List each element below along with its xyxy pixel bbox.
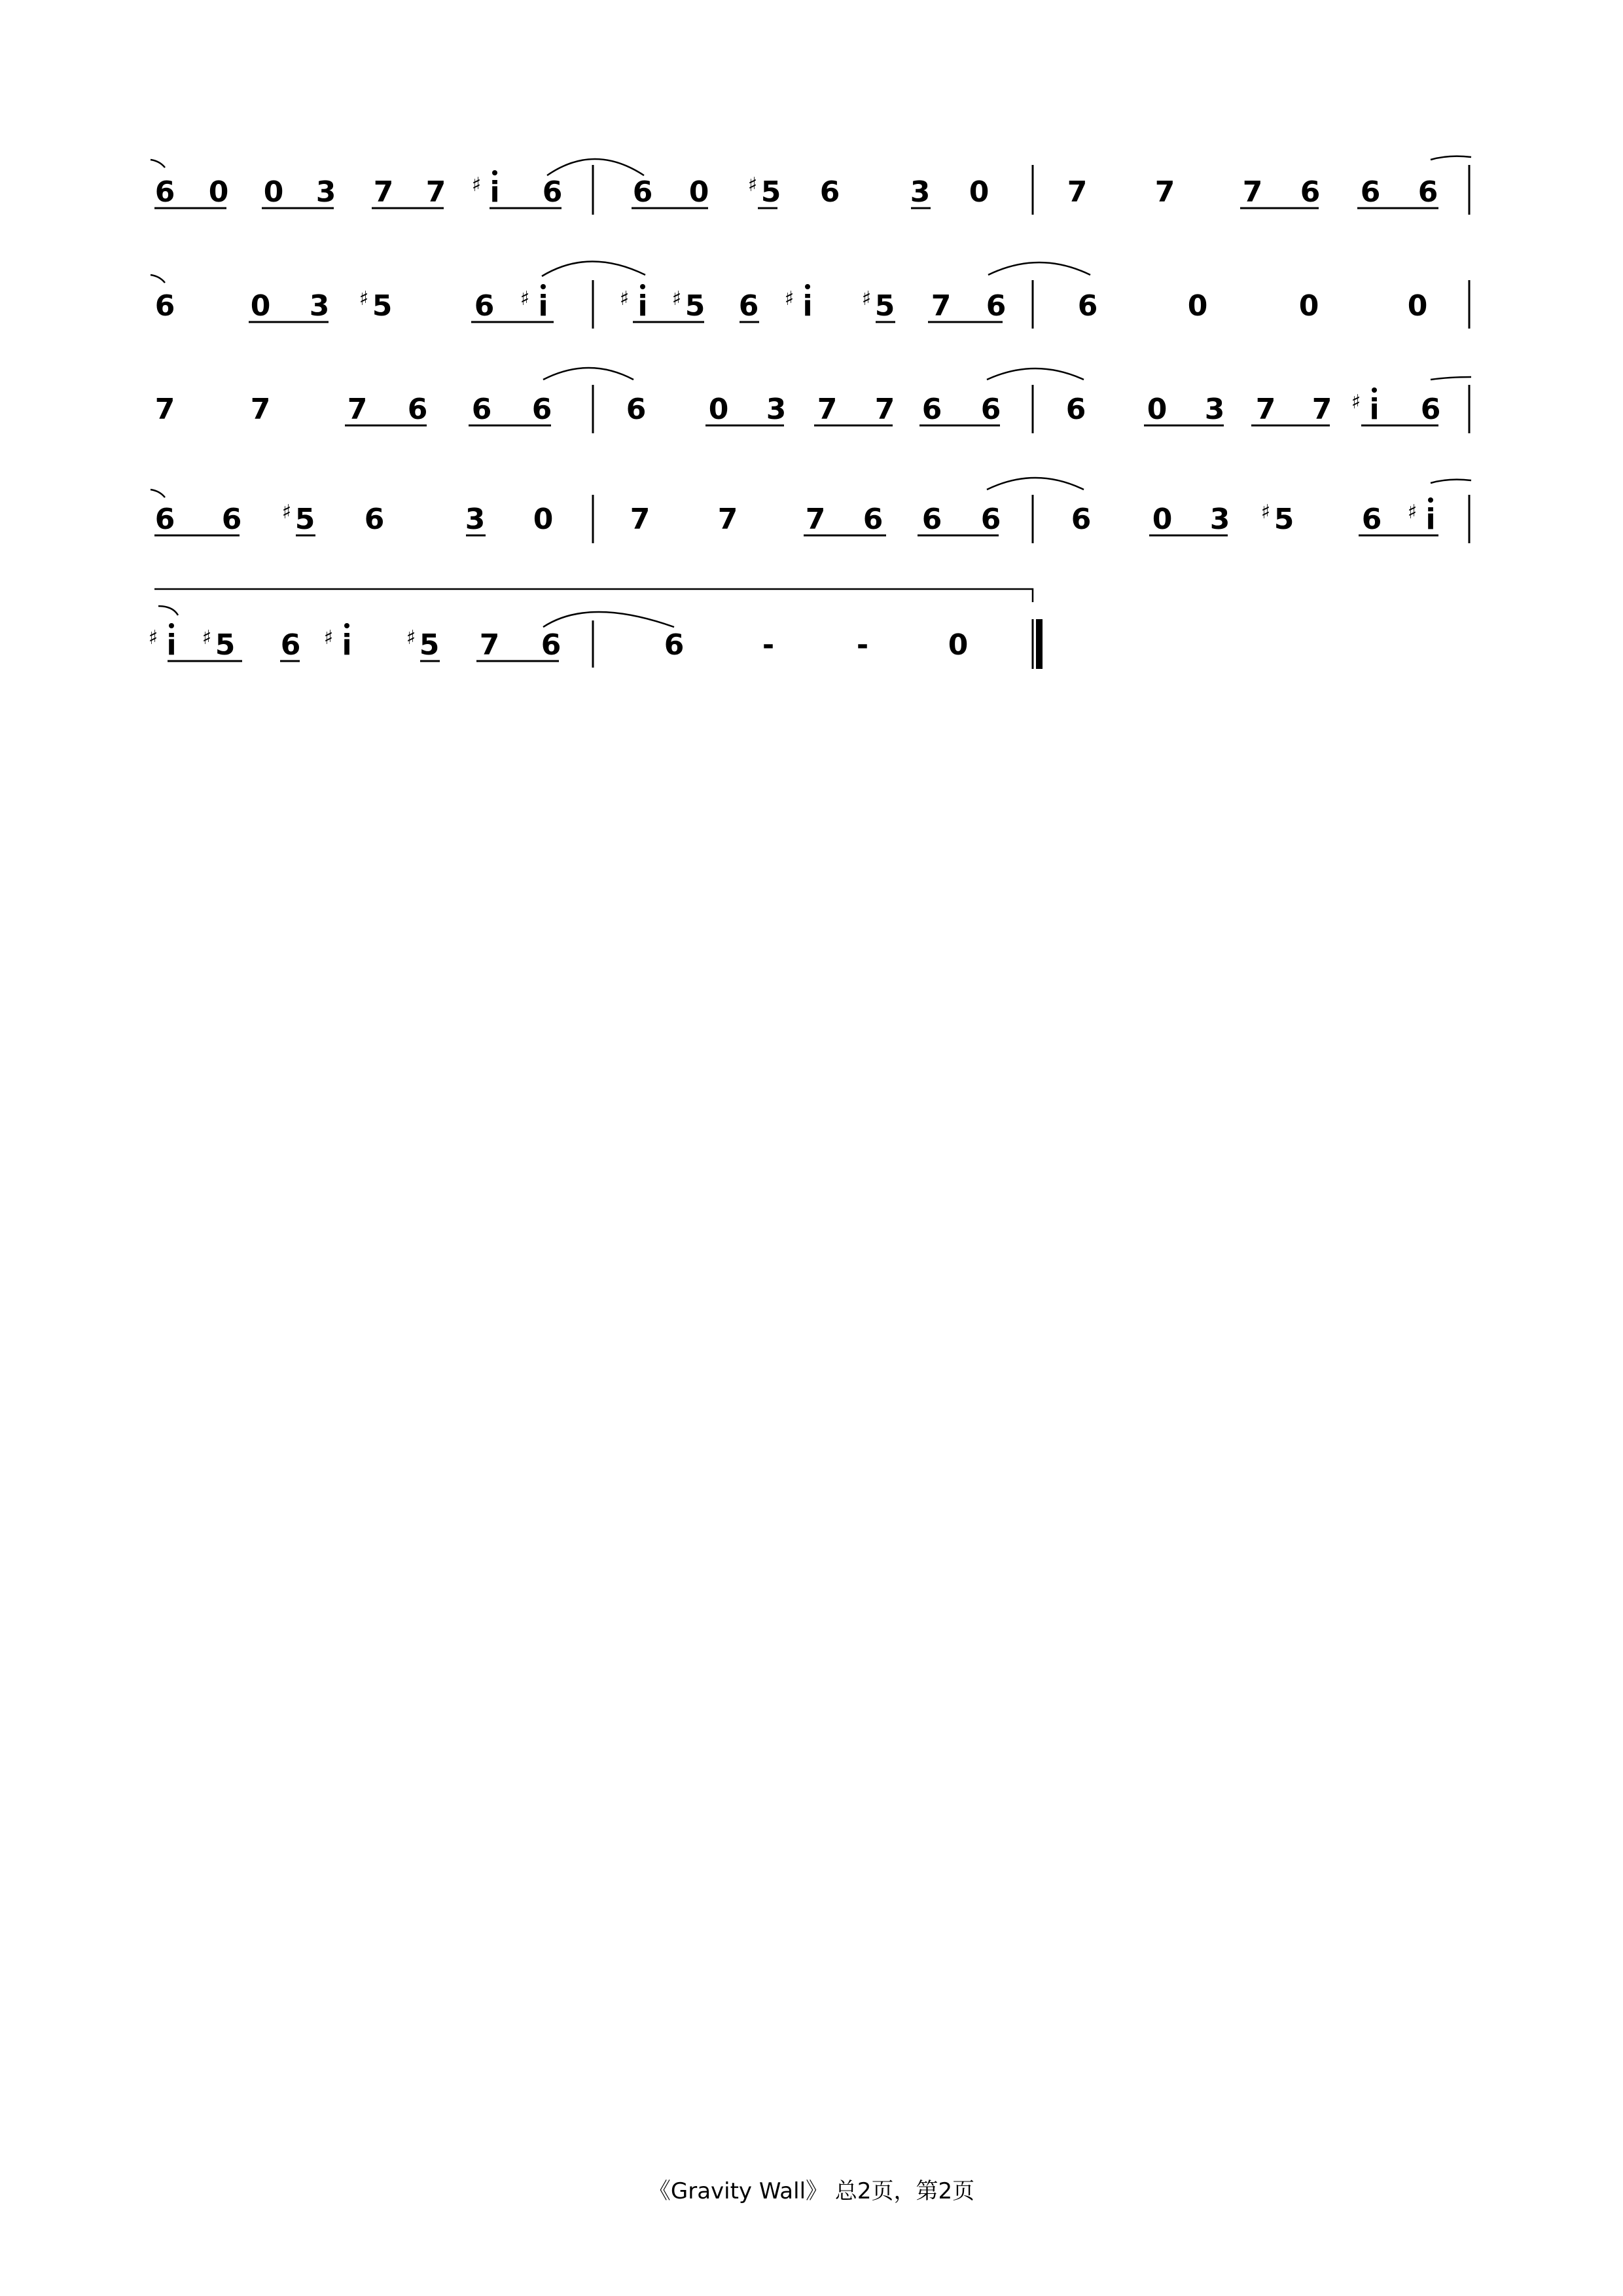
octave-dot bbox=[169, 623, 174, 628]
note: 0 bbox=[1187, 289, 1208, 323]
sharp-sign: ♯ bbox=[747, 173, 758, 196]
note: 0 bbox=[208, 175, 229, 209]
note: 0 bbox=[1147, 393, 1168, 426]
note: 5 bbox=[419, 628, 440, 662]
sharp-sign: ♯ bbox=[359, 287, 369, 310]
note: 7 bbox=[717, 503, 738, 536]
sharp-sign: ♯ bbox=[520, 287, 530, 310]
note: - bbox=[762, 628, 775, 662]
note: 6 bbox=[986, 289, 1007, 323]
note: 6 bbox=[980, 503, 1001, 536]
note: 6 bbox=[921, 503, 942, 536]
note: 5 bbox=[685, 289, 705, 323]
sharp-sign: ♯ bbox=[281, 501, 292, 524]
note: 7 bbox=[630, 503, 651, 536]
note: 6 bbox=[626, 393, 647, 426]
note: i bbox=[802, 289, 813, 323]
note: 5 bbox=[294, 503, 315, 536]
note: 6 bbox=[980, 393, 1001, 426]
note: 6 bbox=[154, 289, 175, 323]
note: 6 bbox=[471, 393, 492, 426]
note: 7 bbox=[1311, 393, 1332, 426]
note: 6 bbox=[542, 175, 563, 209]
note: 6 bbox=[280, 628, 301, 662]
note: 0 bbox=[688, 175, 709, 209]
note: 6 bbox=[1065, 393, 1086, 426]
note: 5 bbox=[874, 289, 895, 323]
note: 0 bbox=[250, 289, 271, 323]
note: 6 bbox=[221, 503, 242, 536]
note: i bbox=[1425, 503, 1436, 536]
note: 5 bbox=[760, 175, 781, 209]
note: 3 bbox=[315, 175, 336, 209]
octave-dot bbox=[344, 623, 349, 628]
page-footer: 《Gravity Wall》 总2页，第2页 bbox=[648, 2178, 975, 2204]
note: 7 bbox=[373, 175, 394, 209]
note: 6 bbox=[863, 503, 883, 536]
note: 7 bbox=[817, 393, 838, 426]
sharp-sign: ♯ bbox=[1407, 501, 1418, 524]
note: 3 bbox=[465, 503, 486, 536]
sharp-sign: ♯ bbox=[202, 626, 212, 649]
note: 5 bbox=[372, 289, 393, 323]
octave-dot bbox=[640, 284, 645, 289]
note: i bbox=[342, 628, 352, 662]
note: 0 bbox=[1298, 289, 1319, 323]
note: - bbox=[856, 628, 869, 662]
note: 3 bbox=[766, 393, 787, 426]
octave-dot bbox=[1428, 497, 1433, 503]
note: 3 bbox=[1209, 503, 1230, 536]
note: 6 bbox=[364, 503, 385, 536]
note: i bbox=[490, 175, 500, 209]
note: 0 bbox=[969, 175, 990, 209]
note: 6 bbox=[154, 175, 175, 209]
underlines bbox=[154, 208, 1438, 661]
note: 7 bbox=[425, 175, 446, 209]
note: 6 bbox=[1361, 503, 1382, 536]
note: 0 bbox=[263, 175, 284, 209]
note: 7 bbox=[805, 503, 826, 536]
note: 6 bbox=[1420, 393, 1441, 426]
note: i bbox=[637, 289, 648, 323]
note: 6 bbox=[1360, 175, 1381, 209]
octave-dot bbox=[805, 284, 810, 289]
sharp-sign: ♯ bbox=[323, 626, 334, 649]
note: 0 bbox=[1407, 289, 1428, 323]
note: 6 bbox=[154, 503, 175, 536]
note: 6 bbox=[531, 393, 552, 426]
ties bbox=[151, 156, 1471, 627]
note: 6 bbox=[632, 175, 653, 209]
note: 7 bbox=[1255, 393, 1276, 426]
note: 5 bbox=[215, 628, 236, 662]
octave-dot bbox=[541, 284, 546, 289]
sharp-sign: ♯ bbox=[861, 287, 872, 310]
note: i bbox=[538, 289, 548, 323]
note: 5 bbox=[1274, 503, 1294, 536]
note: 6 bbox=[474, 289, 495, 323]
note: i bbox=[1369, 393, 1380, 426]
sharp-sign: ♯ bbox=[784, 287, 794, 310]
note: 3 bbox=[309, 289, 330, 323]
sharp-sign: ♯ bbox=[1351, 391, 1361, 414]
sharp-sign: ♯ bbox=[148, 626, 158, 649]
note: 7 bbox=[154, 393, 175, 426]
sharp-sign: ♯ bbox=[671, 287, 682, 310]
sharp-sign: ♯ bbox=[1260, 501, 1271, 524]
note: 6 bbox=[541, 628, 562, 662]
note: 6 bbox=[738, 289, 759, 323]
note: 6 bbox=[1418, 175, 1438, 209]
note: 0 bbox=[708, 393, 729, 426]
note: 7 bbox=[874, 393, 895, 426]
note: 6 bbox=[1300, 175, 1321, 209]
final-barline-thick bbox=[1036, 619, 1043, 669]
note: 7 bbox=[1154, 175, 1175, 209]
note: 6 bbox=[407, 393, 428, 426]
note: 0 bbox=[1152, 503, 1173, 536]
note: 6 bbox=[819, 175, 840, 209]
note: 7 bbox=[1067, 175, 1088, 209]
note: 7 bbox=[1242, 175, 1263, 209]
note: 3 bbox=[910, 175, 931, 209]
note: 3 bbox=[1204, 393, 1225, 426]
note: 0 bbox=[948, 628, 969, 662]
sharp-sign: ♯ bbox=[471, 173, 482, 196]
sharp-sign: ♯ bbox=[406, 626, 416, 649]
sharp-sign: ♯ bbox=[619, 287, 630, 310]
note: 7 bbox=[347, 393, 368, 426]
note: 7 bbox=[479, 628, 500, 662]
note: 6 bbox=[1071, 503, 1092, 536]
note: 6 bbox=[1077, 289, 1098, 323]
note: i bbox=[166, 628, 177, 662]
note: 0 bbox=[533, 503, 554, 536]
note: 7 bbox=[250, 393, 271, 426]
note: 6 bbox=[921, 393, 942, 426]
octave-dot bbox=[492, 170, 497, 175]
notes-layer bbox=[149, 170, 1441, 662]
octave-dot bbox=[1372, 387, 1377, 393]
note: 6 bbox=[664, 628, 685, 662]
note: 7 bbox=[931, 289, 952, 323]
